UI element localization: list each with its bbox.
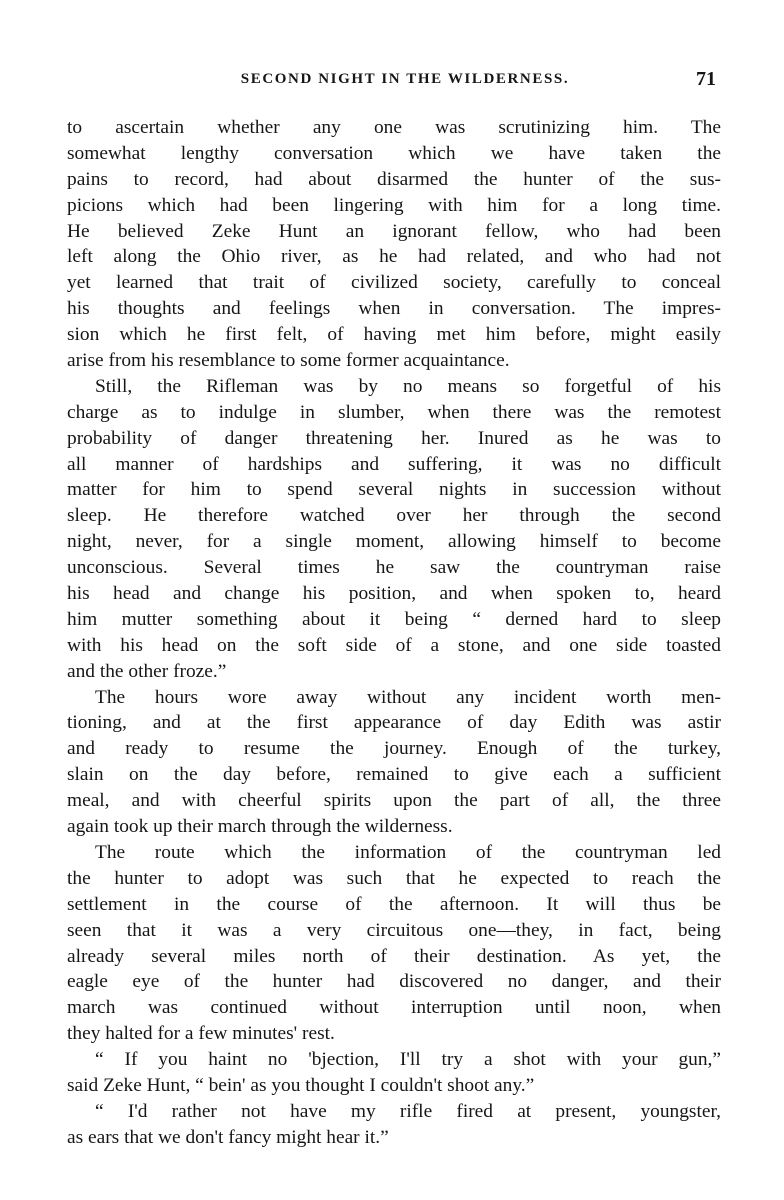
text-line: probability of danger threatening her. Inured as he was to [67,427,721,449]
text-line: seen that it was a very circuitous one—they, in fact, being [67,919,721,941]
text-line: the hunter to adopt was such that he expected to reach the [67,867,721,889]
text-line: settlement in the course of the afternoon. It will thus be [67,893,721,915]
text-line: said Zeke Hunt, “ bein' as you thought I couldn't shoot any.” [67,1074,535,1096]
text-line: his thoughts and feelings when in conversation. The impres- [67,298,721,320]
text-line: as ears that we don't fancy might hear it.” [67,1126,389,1148]
text-line: “ If you haint no 'bjection, I'll try a shot with your gun,” [95,1049,721,1071]
paragraph [67,1047,721,1099]
text-line: Still, the Rifleman was by no means so forgetful of his [95,375,721,397]
text-line: night, never, for a single moment, allowing himself to become [67,531,721,553]
text-line: pains to record, had about disarmed the hunter of the sus- [67,168,721,190]
paragraph [67,1099,721,1151]
text-line: He believed Zeke Hunt an ignorant fellow, who had been [67,220,721,242]
text-line: meal, and with cheerful spirits upon the part of all, the three [67,790,721,812]
text-line: unconscious. Several times he saw the countryman raise [67,557,721,579]
text-line: The route which the information of the countryman led [95,841,721,863]
text-line: and the other froze.” [67,660,227,682]
text-line: matter for him to spend several nights in succession without [67,479,721,501]
running-title: SECOND NIGHT IN THE WILDERNESS. [240,71,570,87]
text-line: yet learned that trait of civilized society, carefully to conceal [67,272,721,294]
text-line: again took up their march through the wilderness. [67,816,453,838]
page-number: 71 [696,68,716,90]
body-text [67,115,721,1151]
paragraph [67,374,721,685]
text-line: somewhat lengthy conversation which we have taken the [67,142,721,164]
text-line: arise from his resemblance to some former acquaintance. [67,350,510,372]
text-line: tioning, and at the first appearance of day Edith was astir [67,712,721,734]
text-line: charge as to indulge in slumber, when there was the remotest [67,401,721,423]
text-line: they halted for a few minutes' rest. [67,1023,335,1045]
text-line: and ready to resume the journey. Enough of the turkey, [67,738,721,760]
paragraph [67,840,721,1047]
text-line: left along the Ohio river, as he had related, and who had not [67,246,721,268]
text-line: picions which had been lingering with him for a long time. [67,194,721,216]
text-line: his head and change his position, and when spoken to, heard [67,583,721,605]
text-line: march was continued without interruption until noon, when [67,997,721,1019]
text-line: to ascertain whether any one was scrutinizing him. The [67,117,721,138]
text-line: him mutter something about it being “ derned hard to sleep [67,608,721,630]
text-line: sion which he first felt, of having met him before, might easily [67,324,721,346]
text-line: eagle eye of the hunter had discovered no danger, and their [67,971,721,993]
paragraph [67,685,721,840]
text-line: The hours wore away without any incident worth men- [95,686,721,708]
text-line: “ I'd rather not have my rifle fired at present, youngster, [95,1100,721,1122]
text-line: already several miles north of their destination. As yet, the [67,945,721,967]
text-line: with his head on the soft side of a stone, and one side toasted [67,634,721,656]
text-line: slain on the day before, remained to give each a sufficient [67,764,721,786]
text-line: all manner of hardships and suffering, it was no difficult [67,453,721,475]
paragraph [67,115,721,374]
running-head [68,66,722,92]
text-line: sleep. He therefore watched over her through the second [67,505,721,527]
